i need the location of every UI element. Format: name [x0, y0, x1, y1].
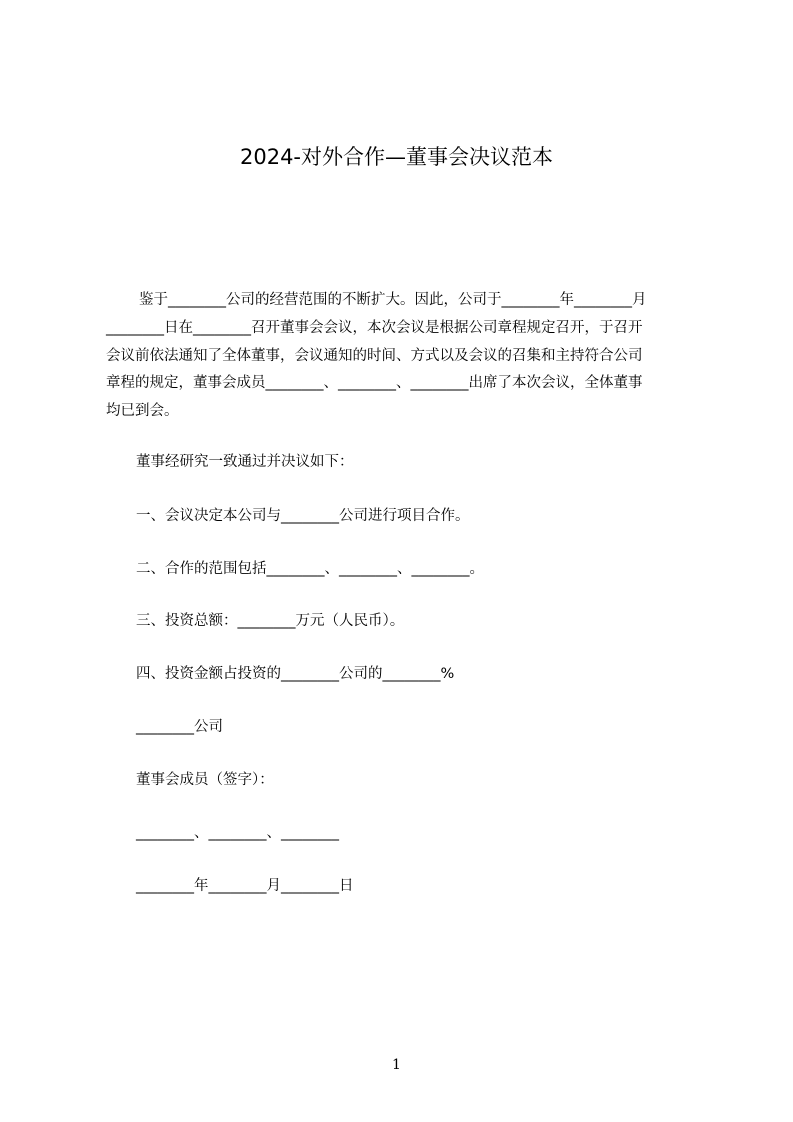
page-number: 1: [392, 1057, 401, 1073]
date-line: ________年________月________日: [136, 878, 354, 894]
statement: 董事经研究一致通过并决议如下：: [136, 454, 354, 470]
company-line: ________公司: [136, 719, 223, 735]
document-title: 2024-对外合作—董事会决议范本: [239, 145, 554, 169]
intro-line-1: 鉴于________公司的经营范围的不断扩大。因此，公司于________年________月: [139, 292, 647, 308]
intro-line-5: 均已到会。: [106, 403, 179, 419]
resolution-1: 一、会议决定本公司与________公司进行项目合作。: [136, 508, 470, 524]
signature-line: ________、________、________: [136, 825, 339, 841]
resolution-2: 二、合作的范围包括________、________、________。: [136, 561, 484, 577]
intro-line-2: ________日在________召开董事会会议，本次会议是根据公司章程规定召开，于召开: [106, 320, 643, 336]
intro-line-4: 章程的规定，董事会成员________、________、________出席了本次会议，全体董事: [106, 375, 643, 391]
resolution-4: 四、投资金额占投资的________公司的________%: [136, 666, 455, 682]
intro-line-3: 会议前依法通知了全体董事，会议通知的时间、方式以及会议的召集和主持符合公司: [106, 348, 643, 364]
signature-label: 董事会成员（签字）：: [136, 772, 274, 788]
resolution-3: 三、投资总额：________万元（人民币）。: [136, 613, 405, 629]
